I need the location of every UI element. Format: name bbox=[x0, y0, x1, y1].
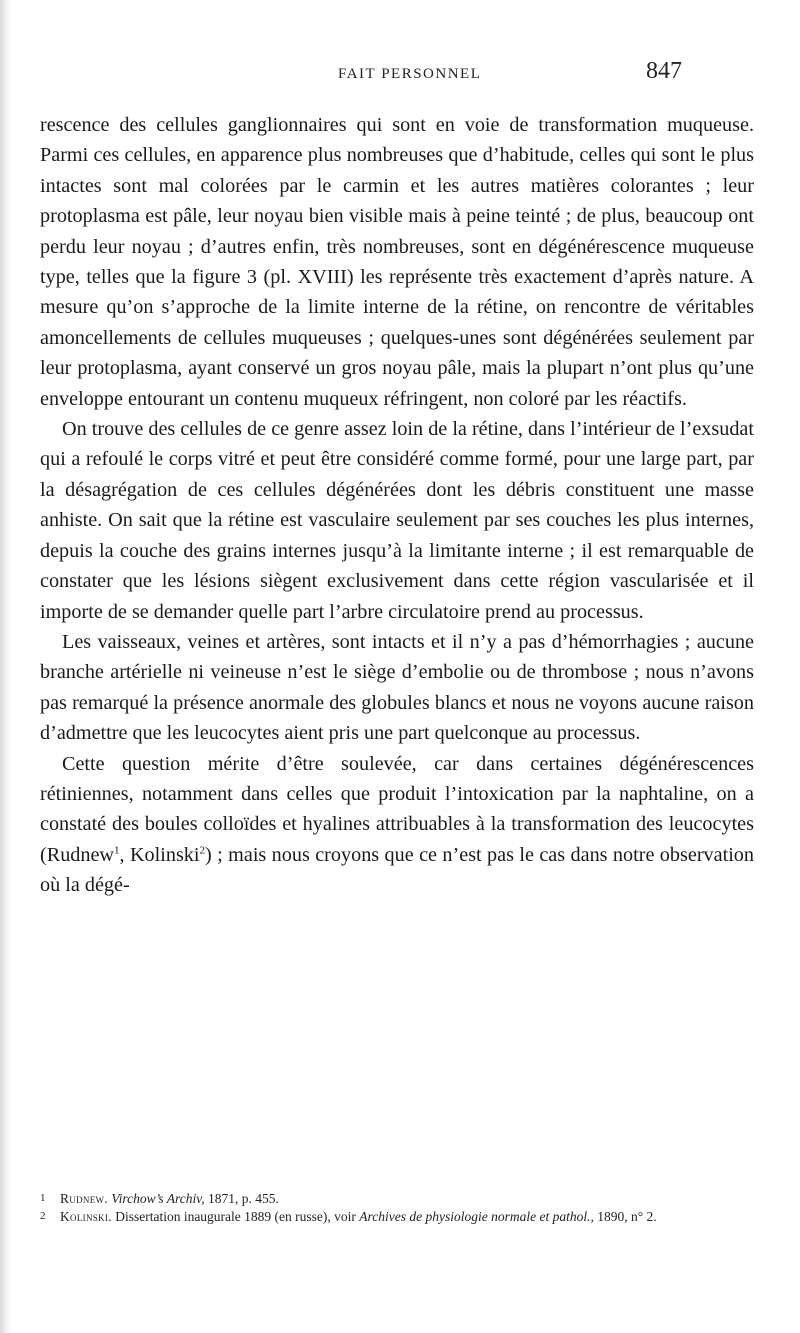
footnote-pre: Dissertation inaugurale 1889 (en russe), voir bbox=[115, 1209, 356, 1224]
footnotes bbox=[40, 1190, 754, 1226]
paragraph-1: rescence des cellules ganglionnaires qui sont en voie de transformation muqueuse. Parmi ces cellules, en apparence plus nombreuses que d’habitude, celles qui sont le plus intactes sont mal colorées par le carmin et les autres matières colorantes ; leur protoplasma est pâle, leur noyau bien visible mais à peine teinté ; de plus, beaucoup ont perdu leur noyau ; d’autres enfin, très nombreuses, sont en dégénérescence muqueuse type, telles que la figure 3 (pl. XVIII) les représente très exactement d’après nature. A mesure qu’on s’approche de la limite interne de la rétine, on rencontre de véritables amoncellements de cellules muqueuses ; quelques-unes sont dégénérées seulement par leur protoplasma, ayant conservé un gros noyau pâle, mais la plupart n’ont plus qu’une enveloppe entourant un contenu muqueux réfringent, non coloré par les réactifs. bbox=[40, 114, 754, 410]
running-head: FAIT PERSONNEL bbox=[338, 66, 482, 82]
page-number: 847 bbox=[646, 58, 682, 84]
paragraph-2: On trouve des cellules de ce genre assez loin de la rétine, dans l’intérieur de l’exsudat qui a refoulé le corps vitré et peut être considéré comme formé, pour une large part, par la désagrégation de ces cellules dégénérées dont les débris constituent une masse anhiste. On sait que la rétine est vasculaire seulement par ses couches les plus internes, depuis la couche des grains internes jusqu’à la limitante interne ; il est remarquable de constater que les lésions siègent exclusivement dans cette région vascularisée et il importe de se demander quelle part l’arbre circulatoire prend au processus. bbox=[40, 418, 754, 623]
footnote-mark: 1 bbox=[40, 1192, 46, 1204]
footnote-journal: Archives de physiologie normale et pathol., bbox=[359, 1209, 594, 1224]
page-header bbox=[0, 56, 800, 96]
paragraph-4-text-b: , Kolinski bbox=[119, 843, 200, 866]
footnote-rest: 1890, n° 2. bbox=[597, 1209, 657, 1224]
footnote-rest: 1871, p. 455. bbox=[207, 1191, 279, 1206]
footnote-ref-1: 1 bbox=[114, 844, 120, 857]
paragraph-4-text-a: Cette question mérite d’être soulevée, car dans certaines dégénérescences rétiniennes, notamment dans celles que produit l’intoxication par la naphtaline, on a constaté des boules colloïdes et hyalines attribuables à la transformation des leucocytes (Rudnew bbox=[40, 752, 754, 866]
footnote-ref-2: 2 bbox=[199, 844, 206, 857]
body-text bbox=[40, 110, 754, 901]
paragraph-3: Les vaisseaux, veines et artères, sont intacts et il n’y a pas d’hémorrhagies ; aucune branche artérielle ni veineuse n’est le siège d’embolie ou de thrombose ; nous n’avons pas remarqué la présence anormale des globules blancs et nous ne voyons aucune raison d’admettre que les leucocytes aient pris une part quelconque au processus. bbox=[40, 630, 754, 745]
footnote-1 bbox=[40, 1190, 754, 1208]
footnote-2 bbox=[40, 1208, 754, 1226]
paragraph-4-text-c: ) ; mais nous croyons que ce n’est pas le cas dans notre observation où la dégé- bbox=[40, 843, 754, 897]
footnote-author: Rudnew. bbox=[60, 1191, 108, 1206]
footnote-author: Kolinski. bbox=[60, 1209, 112, 1224]
scan-edge bbox=[0, 0, 12, 1333]
footnote-mark: 2 bbox=[40, 1210, 46, 1222]
footnote-journal: Virchow’s Archiv, bbox=[111, 1191, 205, 1206]
paragraph-4 bbox=[40, 749, 754, 901]
